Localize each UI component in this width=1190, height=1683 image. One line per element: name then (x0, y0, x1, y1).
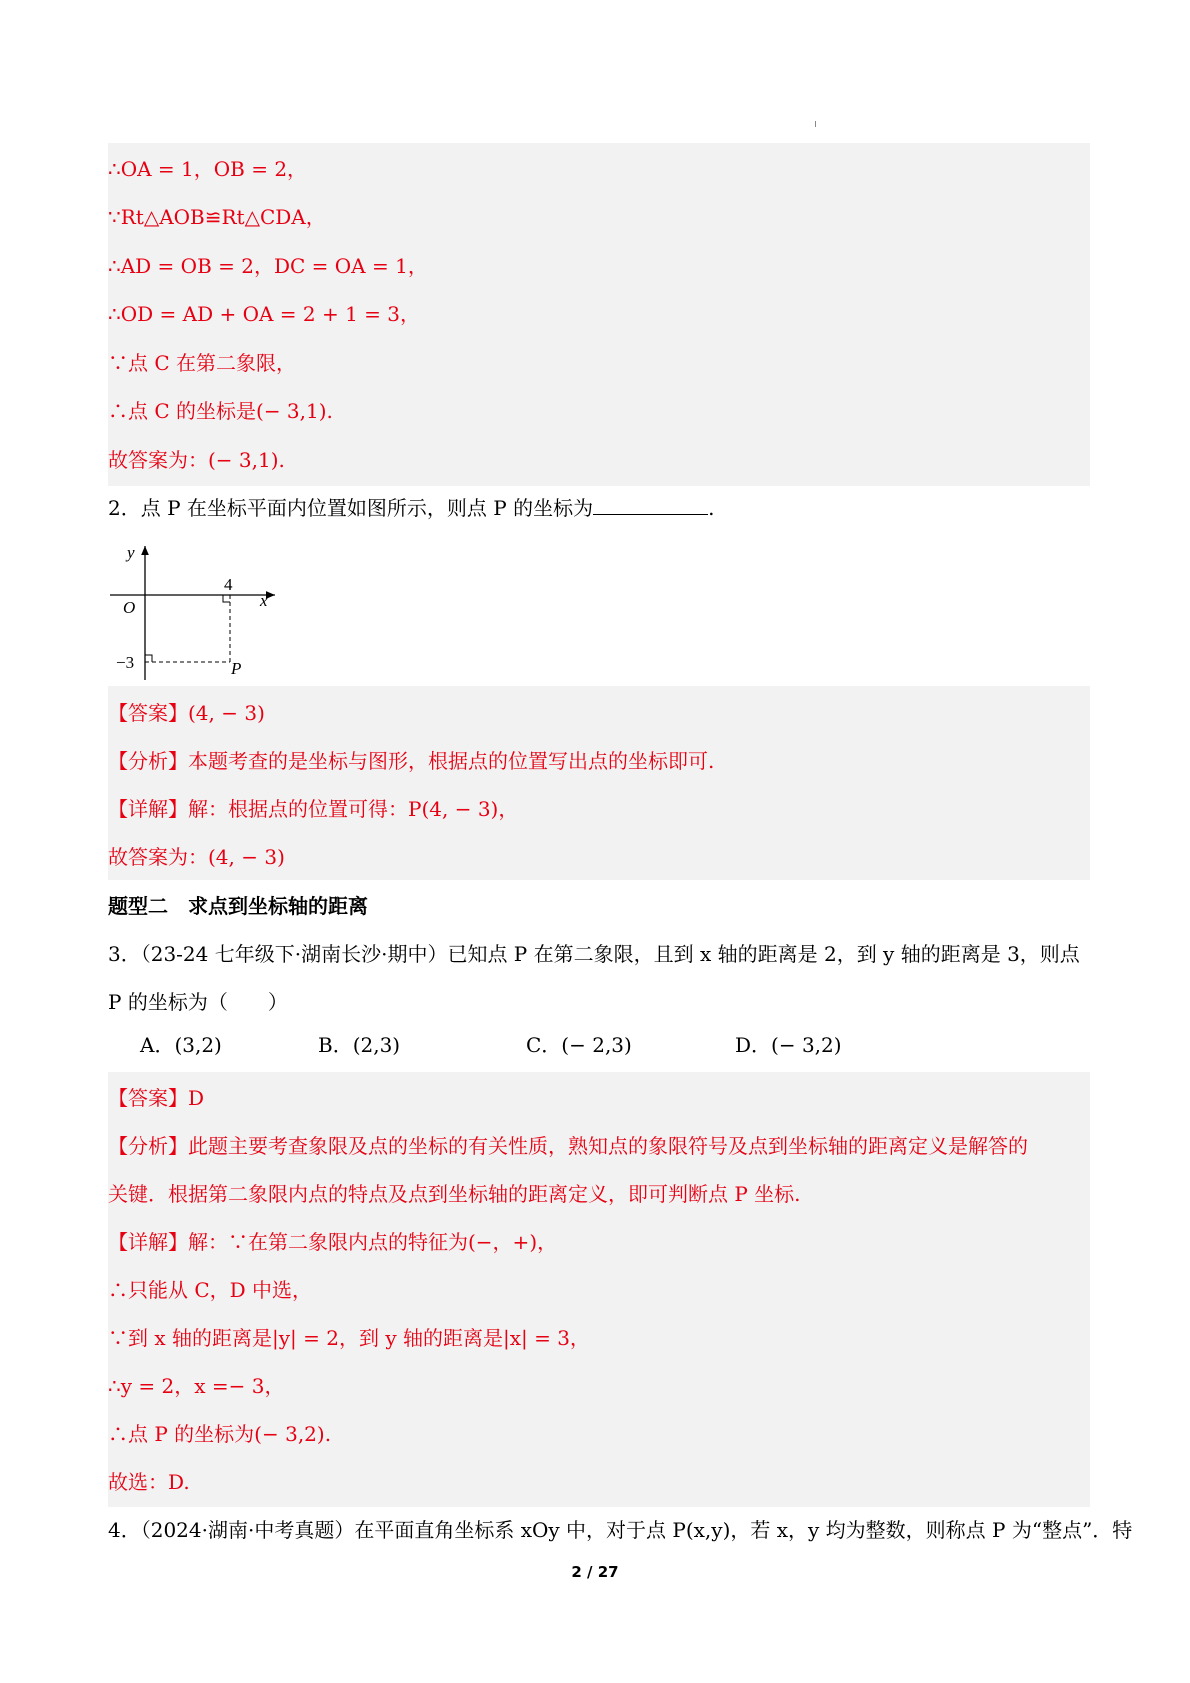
point-label: P (231, 659, 242, 678)
right-angle-mark (223, 595, 230, 602)
solution-line: ∴点 P 的坐标为(− 3,2). (108, 1422, 332, 1446)
solution-line: ∴只能从 C，D 中选， (108, 1278, 313, 1302)
question-4: 4．（2024·湖南·中考真题）在平面直角坐标系 xOy 中，对于点 P(x,y)，若 x，y 均为整数，则称点 P 为“整点”．特 (108, 1518, 1133, 1542)
coordinate-figure (105, 540, 285, 680)
solution-line: ∵点 C 在第二象限， (108, 351, 297, 375)
answer-value: (4, − 3) (188, 701, 265, 725)
x-label: x (260, 591, 268, 610)
question-text: 2．点 P 在坐标平面内位置如图所示，则点 P 的坐标为 (108, 496, 594, 520)
option-a: A．(3,2) (140, 1033, 222, 1057)
x-tick-label: 4 (224, 575, 233, 594)
detail-text: 解：根据点的位置可得：P(4, − 3)， (188, 797, 519, 821)
origin-label: O (123, 598, 136, 617)
answer-line (108, 699, 265, 727)
question-3-line-1: 3．（23-24 七年级下·湖南长沙·期中）已知点 P 在第二象限，且到 x 轴的距离是 2，到 y 轴的距离是 3，则点 (108, 942, 1080, 966)
detail-tag: 【详解】 (108, 797, 188, 821)
answer-blank (593, 496, 708, 515)
right-angle-mark (145, 655, 152, 662)
analysis-tag: 【分析】 (108, 749, 188, 773)
analysis-line-2: 关键．根据第二象限内点的特点及点到坐标轴的距离定义，即可判断点 P 坐标. (108, 1182, 801, 1206)
solution-line: 故答案为：(− 3,1). (108, 448, 285, 472)
analysis-text: 本题考查的是坐标与图形，根据点的位置写出点的坐标即可. (188, 749, 715, 773)
detail-line (108, 1228, 557, 1256)
y-label: y (127, 543, 135, 562)
analysis-text: 此题主要考查象限及点的坐标的有关性质，熟知点的象限符号及点到坐标轴的距离定义是解答的 (188, 1134, 1028, 1158)
analysis-line (108, 1132, 1028, 1160)
final-answer-line: 故答案为：(4, − 3) (108, 845, 285, 869)
y-tick-label: −3 (116, 653, 135, 672)
detail-line (108, 795, 518, 823)
solution-line: ∵Rt△AOB≌Rt△CDA， (108, 205, 326, 229)
solution-line: ∴y = 2，x =− 3， (108, 1374, 285, 1398)
question-2 (108, 494, 714, 522)
option-d: D．(− 3,2) (735, 1033, 842, 1057)
solution-line: ∴OA = 1，OB = 2， (108, 157, 308, 181)
page-mark (815, 121, 816, 127)
solution-line: 故选：D. (108, 1470, 190, 1494)
page-number: 2 / 27 (571, 1563, 619, 1581)
analysis-tag: 【分析】 (108, 1134, 188, 1158)
solution-line: ∴OD = AD + OA = 2 + 1 = 3， (108, 302, 421, 326)
answer-value: D (188, 1086, 205, 1110)
solution-line: ∴点 C 的坐标是(− 3,1). (108, 399, 333, 423)
answer-tag: 【答案】 (108, 1086, 188, 1110)
section-title: 题型二 求点到坐标轴的距离 (108, 894, 368, 918)
solution-line: ∴AD = OB = 2，DC = OA = 1， (108, 254, 428, 278)
question-suffix: . (708, 496, 715, 520)
option-c: C．(− 2,3) (526, 1033, 632, 1057)
answer-line (108, 1084, 204, 1112)
analysis-line (108, 747, 714, 775)
solution-line: ∵到 x 轴的距离是|y| = 2，到 y 轴的距离是|x| = 3， (108, 1326, 590, 1350)
detail-tag: 【详解】 (108, 1230, 188, 1254)
question-3-line-2: P 的坐标为（ ） (108, 990, 288, 1014)
detail-text: 解：∵在第二象限内点的特征为(−，+)， (188, 1230, 558, 1254)
answer-tag: 【答案】 (108, 701, 188, 725)
option-b: B．(2,3) (318, 1033, 401, 1057)
